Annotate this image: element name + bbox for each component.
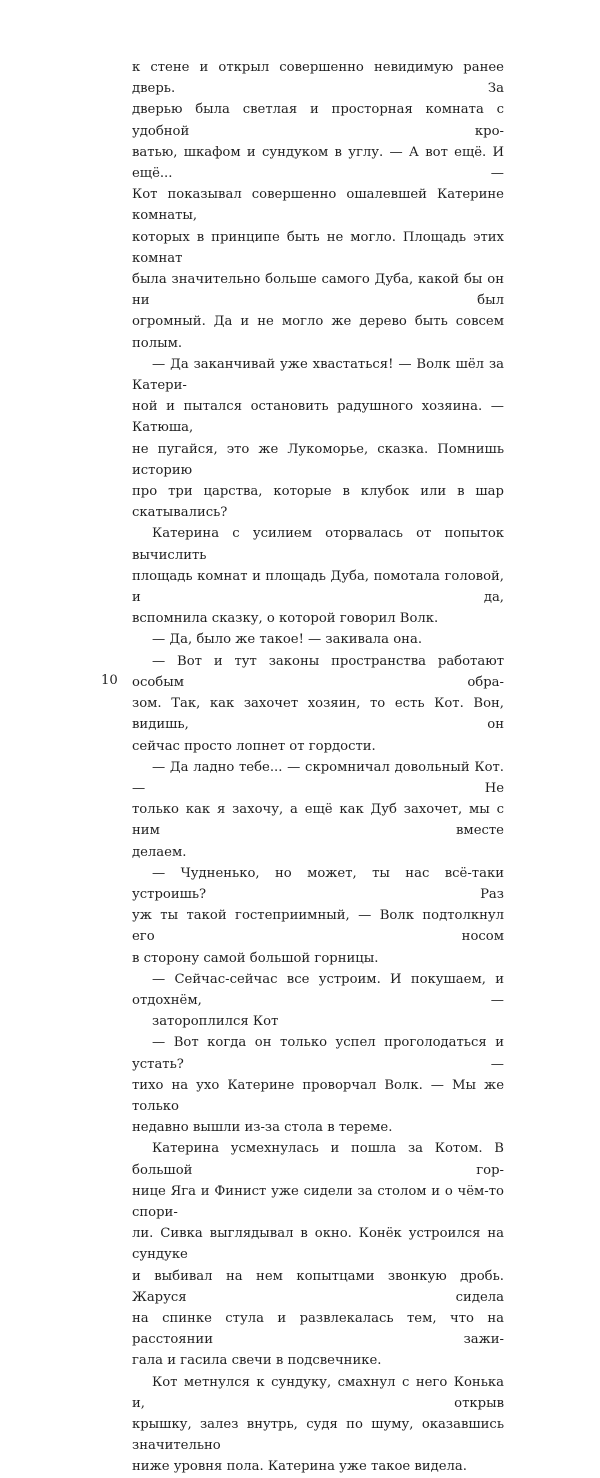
text-line: — Сейчас-сейчас все устроим. И покушаем, и отдохнём, — xyxy=(132,971,504,1008)
text-line: — Чудненько, но может, ты нас всё-таки устроишь? Раз xyxy=(132,865,504,902)
text-line: ной и пытался остановить радушного хозяина. — Катюша, xyxy=(132,399,504,436)
text-line: Кот показывал совершенно ошалевшей Катерине комнаты, xyxy=(132,187,504,224)
text-line: ватью, шкафом и сундуком в углу. — А вот ещё. И ещё... — xyxy=(132,144,504,182)
text-line: — Да заканчивай уже хвастаться! — Волк шёл за Катери- xyxy=(132,356,504,394)
text-line: про три царства, которые в клубок или в шар скатывались? xyxy=(132,484,504,521)
page-number: 10 xyxy=(101,673,118,688)
text-line: уж ты такой гостеприимный, — Волк подтолкнул его носом xyxy=(132,908,504,945)
text-line: в сторону самой большой горницы. xyxy=(132,950,379,966)
text-line: крышку, залез внутрь, судя по шуму, оказавшись значительно xyxy=(132,1417,504,1454)
text-line: тихо на ухо Катерине проворчал Волк. — Мы же только xyxy=(132,1077,504,1114)
text-line: площадь комнат и площадь Дуба, помотала головой, и да, xyxy=(132,568,504,606)
text-line: ниже уровня пола. Катерина уже такое видела. xyxy=(132,1459,467,1475)
text-line: ли. Сивка выглядывал в окно. Конёк устроился на сундуке xyxy=(132,1226,504,1263)
text-line: к стене и открыл совершенно невидимую ранее дверь. За xyxy=(132,60,504,97)
text-line: огромный. Да и не могло же дерево быть совсем полым. xyxy=(132,314,504,351)
text-line: — Вот и тут законы пространства работают особым обра- xyxy=(132,653,504,690)
text-line: — Да ладно тебе... — скромничал довольный Кот. — Не xyxy=(132,759,504,796)
text-line: вспомнила сказку, о которой говорил Волк. xyxy=(132,611,439,627)
text-line: делаем. xyxy=(132,844,187,860)
text-line: Катерина усмехнулась и пошла за Котом. В большой гор- xyxy=(132,1141,504,1178)
text-line: дверью была светлая и просторная комната с удобной кро- xyxy=(132,102,504,139)
text-line: Кот метнулся к сундуку, смахнул с него Конька и, открыв xyxy=(132,1374,504,1411)
text-line: зом. Так, как захочет хозяин, то есть Кот. Вон, видишь, он xyxy=(132,696,504,733)
text-line: сейчас просто лопнет от гордости. xyxy=(132,738,376,754)
text-line: нице Яга и Финист уже сидели за столом и о чём-то спори- xyxy=(132,1183,504,1220)
text-line: недавно вышли из-за стола в тереме. xyxy=(132,1120,393,1136)
text-line: которых в принципе быть не могло. Площадь этих комнат xyxy=(132,229,504,266)
text-line: — Да, было же такое! — закивала она. xyxy=(152,632,423,648)
text-line: затороплился Кот xyxy=(152,1014,279,1030)
text-line: и выбивал на нем копытцами звонкую дробь. Жаруся сидела xyxy=(132,1268,504,1305)
text-line: Катерина с усилием оторвалась от попыток вычислить xyxy=(132,526,504,563)
text-line: была значительно больше самого Дуба, какой бы он ни был xyxy=(132,272,504,309)
text-line: гала и гасила свечи в подсвечнике. xyxy=(132,1353,382,1369)
text-line: на спинке стула и развлекалась тем, что на расстоянии зажи- xyxy=(132,1310,504,1348)
text-line: не пугайся, это же Лукоморье, сказка. Помнишь историю xyxy=(132,441,504,478)
text-line: только как я захочу, а ещё как Дуб захочет, мы с ним вместе xyxy=(132,802,504,839)
body-text xyxy=(132,57,504,1478)
text-line: — Вот когда он только успел проголодаться и устать? — xyxy=(132,1035,504,1072)
